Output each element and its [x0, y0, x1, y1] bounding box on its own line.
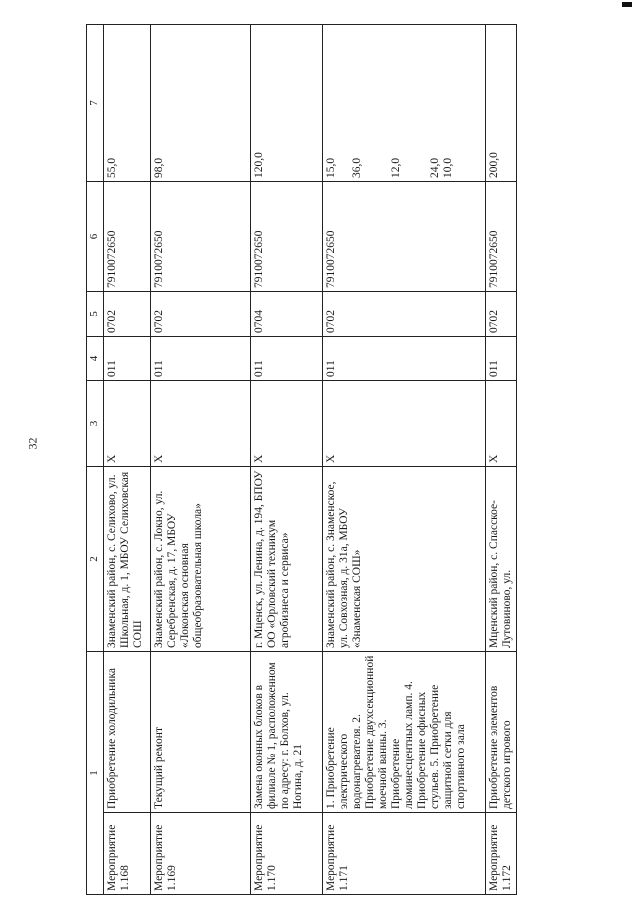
work-cell: 1. Приобретение электрического водонагревателя. 2. Приобретение двухсекционной моечной ванны. 3. Приобретение люминесцентных ламп. 4. Приобретение офисных стульев. 5. Приобретение защитной сетки для спортивного зала	[323, 652, 486, 813]
code-cell: 011	[104, 337, 151, 381]
page-number: 32	[25, 437, 40, 450]
section-cell: 0702	[323, 292, 486, 337]
address-cell: Знаменский район, с. Селихово, ул. Школьная, д. 1, МБОУ Селиховская СОШ	[104, 467, 151, 652]
amount-value: 12,0	[390, 157, 402, 178]
code-cell: 011	[323, 337, 486, 381]
target-cell: 7910072650	[323, 182, 486, 292]
budget-table	[86, 24, 517, 895]
address-cell: Знаменский район, с. Локно, ул. Серебренская, д. 17, МБОУ «Локонская основная общеобразовательная школа»	[151, 467, 251, 652]
amount-value: 55,0	[106, 157, 118, 178]
header-cell-6: 6	[87, 182, 104, 292]
amount-value: 15,0	[325, 157, 337, 178]
header-cell-1: 1	[87, 652, 104, 895]
address-cell: Мценский район, с. Спасское-Лутовиново, ул.	[486, 467, 517, 652]
header-cell-4: 4	[87, 337, 104, 381]
header-row	[87, 25, 104, 895]
section-cell: 0702	[104, 292, 151, 337]
mark-cell: Х	[486, 381, 517, 467]
amount-cell	[151, 25, 251, 182]
amount-value: 200,0	[488, 152, 500, 178]
work-cell: Приобретение холодильника	[104, 652, 151, 813]
work-cell: Приобретение элементов детского игрового	[486, 652, 517, 813]
amount-value: 24,0	[429, 157, 441, 178]
code-cell: 011	[151, 337, 251, 381]
amount-value: 120,0	[253, 152, 265, 178]
mark-cell: Х	[323, 381, 486, 467]
target-cell: 7910072650	[486, 182, 517, 292]
target-cell: 7910072650	[104, 182, 151, 292]
work-cell: Замена оконных блоков в филиале № 1, расположенном по адресу: г. Болхов, ул. Ногина, д. 21	[251, 652, 323, 813]
scan-corner-mark	[622, 2, 632, 7]
event-cell: Мероприятие 1.171	[323, 813, 486, 895]
header-cell-7: 7	[87, 25, 104, 182]
header-cell-5: 5	[87, 292, 104, 337]
event-cell: Мероприятие 1.170	[251, 813, 323, 895]
address-cell: г. Мценск, ул. Ленина, д. 194, БПОУ ОО «Орловский техникум агробизнеса и сервиса»	[251, 467, 323, 652]
section-cell: 0702	[486, 292, 517, 337]
table-row	[323, 25, 486, 895]
mark-cell: Х	[151, 381, 251, 467]
address-cell: Знаменский район, с. Знаменское, ул. Совхозная, д. 31а, МБОУ «Знаменская СОШ»	[323, 467, 486, 652]
table-row	[151, 25, 251, 895]
table-row	[104, 25, 151, 895]
rotated-page	[86, 25, 538, 895]
target-cell: 7910072650	[251, 182, 323, 292]
amount-cell	[486, 25, 517, 182]
amount-cell	[323, 25, 486, 182]
amount-value: 98,0	[153, 157, 165, 178]
code-cell: 011	[486, 337, 517, 381]
amount-cell	[251, 25, 323, 182]
event-cell: Мероприятие 1.169	[151, 813, 251, 895]
mark-cell: Х	[251, 381, 323, 467]
event-cell: Мероприятие 1.172	[486, 813, 517, 895]
code-cell: 011	[251, 337, 323, 381]
amount-value: 10,0	[442, 157, 454, 178]
table-row	[251, 25, 323, 895]
amount-value: 36,0	[351, 157, 363, 178]
section-cell: 0702	[151, 292, 251, 337]
event-cell: Мероприятие 1.168	[104, 813, 151, 895]
header-cell-3: 3	[87, 381, 104, 467]
target-cell: 7910072650	[151, 182, 251, 292]
header-cell-2: 2	[87, 467, 104, 652]
mark-cell: Х	[104, 381, 151, 467]
rotated-table-frame	[86, 25, 538, 895]
table-row	[486, 25, 517, 895]
work-cell: Текущий ремонт	[151, 652, 251, 813]
amount-cell	[104, 25, 151, 182]
section-cell: 0704	[251, 292, 323, 337]
